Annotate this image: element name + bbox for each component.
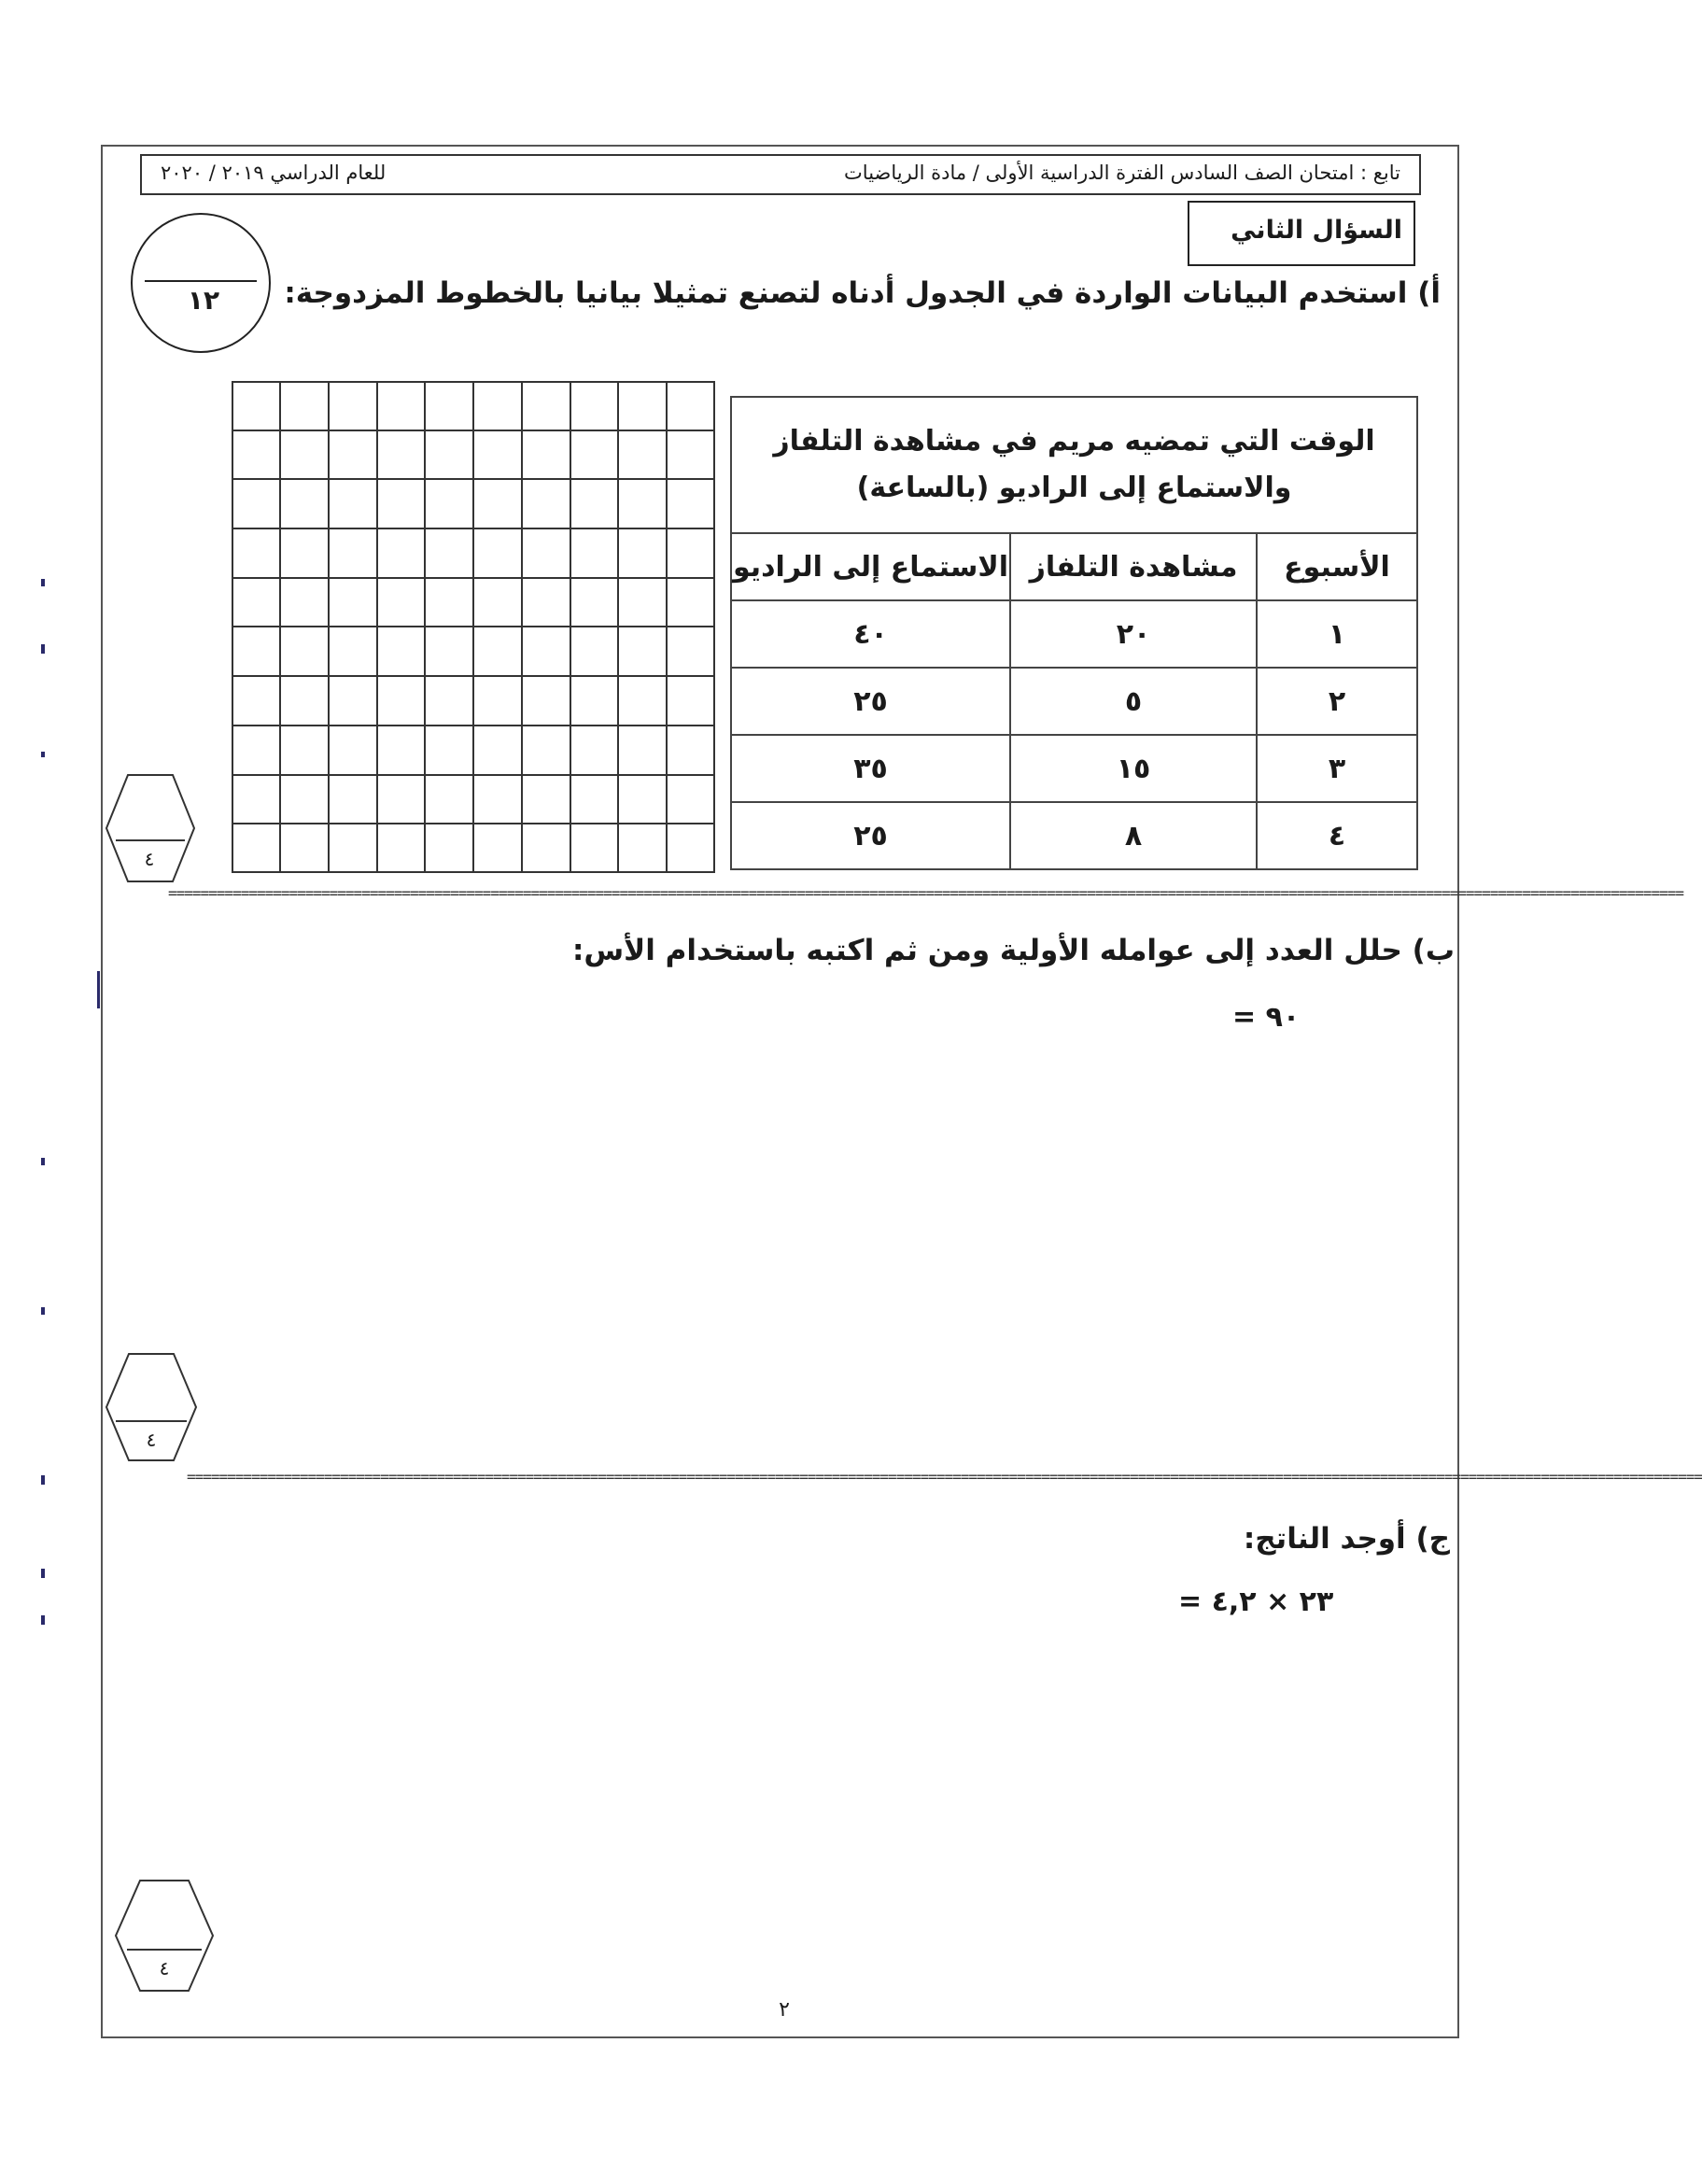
- column-header-tv: مشاهدة التلفاز: [1010, 533, 1257, 600]
- table-cell: ١: [1257, 600, 1417, 668]
- part-a-prompt: أ) استخدم البيانات الواردة في الجدول أدناه لتصنع تمثيلا بيانيا بالخطوط المزدوجة:: [284, 276, 1441, 310]
- scan-mark: [41, 579, 45, 586]
- scan-mark: [41, 1158, 45, 1165]
- scan-mark: [41, 644, 45, 654]
- column-header-radio: الاستماع إلى الراديو: [731, 533, 1010, 600]
- part-b-prompt: ب) حلل العدد إلى عوامله الأولية ومن ثم اكتبه باستخدام الأس:: [571, 934, 1455, 967]
- table-row: [731, 668, 1417, 735]
- table-cell: ٢: [1257, 668, 1417, 735]
- data-table: [730, 396, 1418, 870]
- scan-mark: [97, 971, 100, 1008]
- table-caption: [731, 397, 1417, 533]
- part-b-score: ٤: [146, 1429, 157, 1451]
- table-caption-line1: الوقت التي تمضيه مريم في مشاهدة التلفاز: [773, 425, 1375, 458]
- table-cell: ٢٥: [731, 802, 1010, 869]
- separator-line: ============================================================================================================================================================================================: [168, 884, 1683, 902]
- exam-header-year: للعام الدراسي ٢٠١٩ / ٢٠٢٠: [161, 162, 387, 184]
- table-cell: ٢٥: [731, 668, 1010, 735]
- table-cell: ١٥: [1010, 735, 1257, 802]
- table-cell: ٢٠: [1010, 600, 1257, 668]
- scan-mark: [41, 1569, 45, 1578]
- table-cell: ٤٠: [731, 600, 1010, 668]
- table-cell: ٤: [1257, 802, 1417, 869]
- question-title: السؤال الثاني: [1188, 201, 1415, 266]
- table-row: [731, 735, 1417, 802]
- exam-header: [140, 154, 1421, 195]
- page-number: ٢: [779, 1998, 790, 2022]
- scan-mark: [41, 1615, 45, 1625]
- column-header-week: الأسبوع: [1257, 533, 1417, 600]
- table-header-row: [731, 533, 1417, 600]
- scan-mark: [41, 1307, 45, 1315]
- total-score-divider: [145, 280, 257, 282]
- part-c-prompt: ج) أوجد الناتج:: [1243, 1522, 1450, 1556]
- scan-mark: [41, 1475, 45, 1485]
- table-cell: ٨: [1010, 802, 1257, 869]
- exam-header-title: تابع : امتحان الصف السادس الفترة الدراسية الأولى / مادة الرياضيات: [844, 162, 1400, 184]
- separator-line: ============================================================================================================================================================================================: [187, 1468, 1702, 1486]
- graph-grid[interactable]: [232, 381, 715, 873]
- total-score-circle: [131, 213, 271, 353]
- table-cell: ٣٥: [731, 735, 1010, 802]
- part-c-expression: ٢٣ × ٤,٢ =: [1178, 1585, 1334, 1618]
- table-row: [731, 802, 1417, 869]
- scan-mark: [41, 752, 45, 757]
- table-cell: ٥: [1010, 668, 1257, 735]
- part-b-expression: ٩٠ =: [1232, 1001, 1301, 1034]
- total-score: ١٢: [187, 285, 220, 316]
- table-row: [731, 600, 1417, 668]
- part-c-score: ٤: [159, 1957, 170, 1980]
- part-a-score: ٤: [144, 848, 155, 870]
- table-cell: ٣: [1257, 735, 1417, 802]
- table-caption-line2: والاستماع إلى الراديو (بالساعة): [856, 472, 1292, 504]
